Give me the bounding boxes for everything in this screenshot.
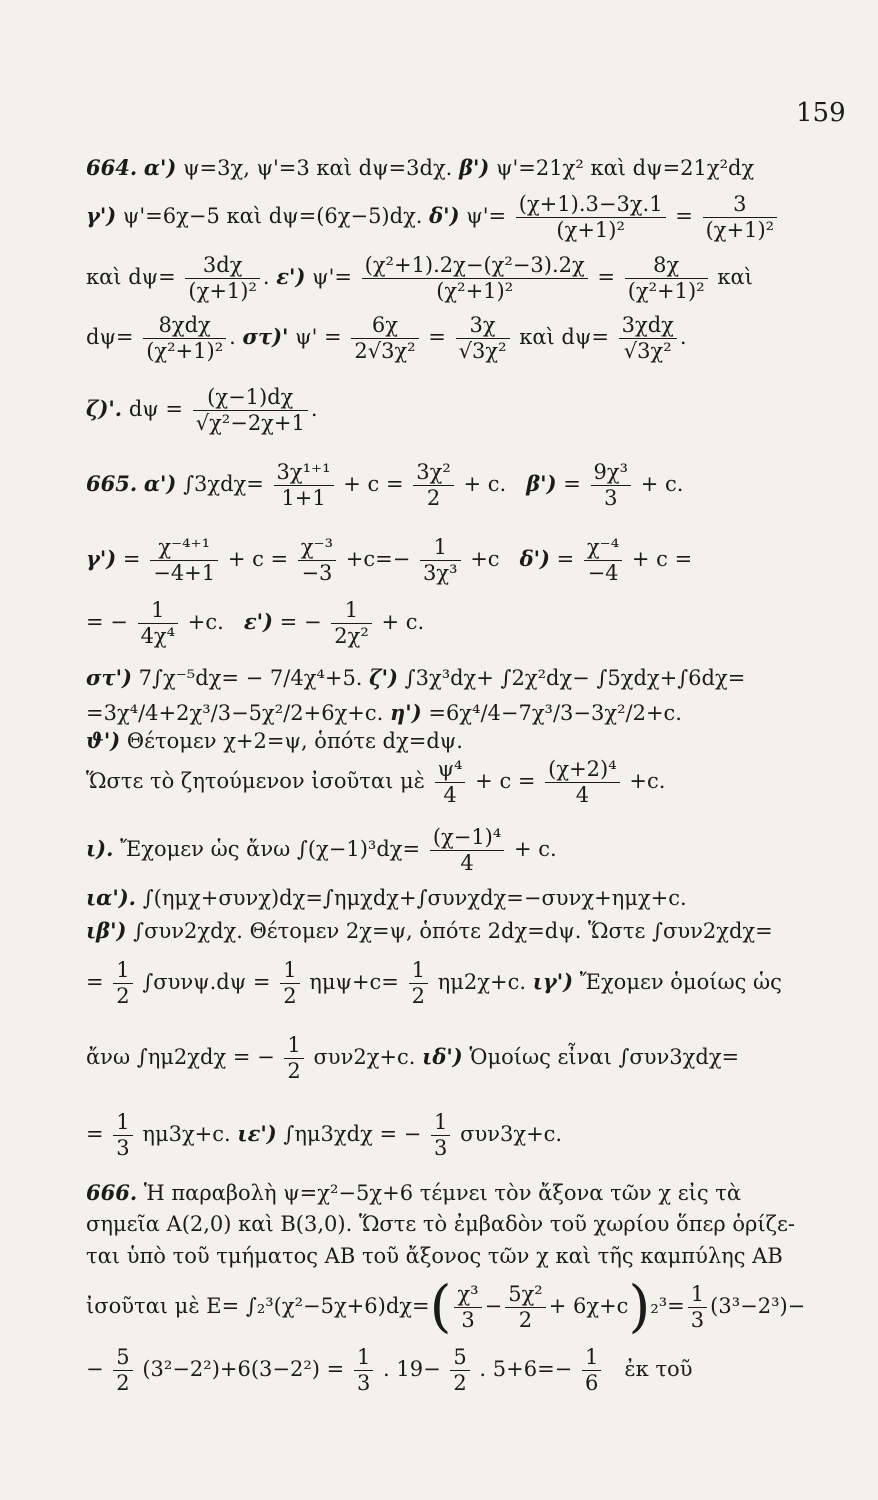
line-665-ia xyxy=(86,885,687,910)
numerator: 3χ xyxy=(456,313,510,339)
fraction xyxy=(545,757,620,808)
text: ∫(ημχ+συνχ)dχ=∫ημχdχ+∫συνχdχ=−συνχ+ημχ+c. xyxy=(142,886,687,910)
numerator: 1 xyxy=(331,598,372,624)
text: + c = xyxy=(227,547,289,572)
text: Θέτομεν χ+2=ψ, ὁπότε dχ=dψ. xyxy=(126,729,463,753)
denominator: −3 xyxy=(301,561,333,586)
text: (3²−2²)+6(3−2²) = xyxy=(142,1357,345,1382)
fraction xyxy=(450,1345,469,1396)
denominator: 2 xyxy=(518,1308,533,1333)
text: ἄνω ∫ημ2χdχ = − xyxy=(86,1045,275,1070)
equals: = xyxy=(675,204,693,229)
numerator: 8χ xyxy=(625,253,708,279)
numerator: (χ²+1).2χ−(χ²−3).2χ xyxy=(362,253,588,279)
text: ἰσοῦται μὲ Ε= ∫₂³(χ²−5χ+6)dχ= xyxy=(86,1294,430,1319)
numerator: 5χ² xyxy=(505,1282,546,1308)
radical-sign: 2√ xyxy=(354,339,382,364)
text: + 6χ+c xyxy=(548,1294,629,1319)
line-665-ie xyxy=(86,1110,562,1161)
numerator: (χ+2)⁴ xyxy=(545,757,620,783)
text: = − xyxy=(86,610,128,635)
fraction xyxy=(185,253,260,304)
line-664-st: dψ= $\frac{\text{8χdχ}}{\text{(χ²+1)²}}$ . στ)' ψ' = $\frac{6\chi}{\text{2√3χ²}}$ = $\frac{3\chi}{\text{√3χ²}}$ καὶ dψ= $\frac{\text{3χdχ}}{\text{√3χ²}}$ . xyxy=(86,313,687,364)
denominator: (χ+1)² xyxy=(556,218,625,243)
expr-664-a: ψ=3χ, ψ'=3 καὶ dψ=3dχ. xyxy=(183,156,453,180)
label-ib: ιβ') xyxy=(86,918,127,943)
denominator: 3 xyxy=(116,1136,130,1161)
fraction xyxy=(409,958,428,1009)
expr-664-d-lhs: ψ'= xyxy=(466,204,507,229)
text: ἐκ τοῦ xyxy=(624,1357,693,1382)
problem-666-number: 666. xyxy=(86,1180,138,1205)
problem-665-number: 665. xyxy=(86,471,138,497)
text: ∫συνψ.dψ = xyxy=(142,970,271,995)
numerator: 3χ¹⁺¹ xyxy=(274,460,334,486)
denominator: 4 xyxy=(460,851,474,876)
numerator: 1 xyxy=(113,958,132,984)
text: . 5+6=− xyxy=(479,1357,573,1382)
text: συν2χ+c. xyxy=(313,1045,416,1070)
equals: = xyxy=(597,265,616,290)
text: = xyxy=(86,970,104,995)
fraction xyxy=(351,313,418,364)
text: + c. xyxy=(381,610,425,635)
text: + c. xyxy=(514,837,557,862)
numerator: 3χ² xyxy=(413,460,454,486)
numerator: 5 xyxy=(113,1345,132,1371)
denominator: 2 xyxy=(411,984,425,1009)
text: . 19− xyxy=(383,1357,441,1382)
text: Ἡ παραβολὴ ψ=χ²−5χ+6 τέμνει τὸν ἄξονα τῶν χ εἰς τὰ xyxy=(143,1181,742,1205)
expr-664-b: ψ'=21χ² καὶ dψ=21χ²dχ xyxy=(496,156,755,180)
text: Ὁμοίως εἶναι ∫συν3χdχ= xyxy=(469,1045,740,1070)
denominator xyxy=(351,339,418,364)
line-664-g-d xyxy=(86,192,780,243)
text: καὶ dψ= xyxy=(519,325,609,350)
fraction xyxy=(413,460,454,511)
fraction xyxy=(362,253,588,304)
denominator: 2 xyxy=(287,1059,301,1084)
text: = xyxy=(86,1122,104,1147)
fraction xyxy=(143,313,226,364)
text: 7∫χ⁻⁵dχ= − 7/4χ⁴+5. xyxy=(138,666,363,690)
text: = xyxy=(667,1294,685,1319)
line-666-3 xyxy=(86,1244,783,1268)
numerator: 1 xyxy=(582,1345,601,1371)
fraction xyxy=(619,313,677,364)
denominator: 4 xyxy=(575,783,590,808)
label-zeta: ζ)'. xyxy=(86,396,123,422)
text: ημ3χ+c. xyxy=(142,1122,231,1147)
fraction xyxy=(331,598,372,649)
numerator: 1 xyxy=(113,1110,132,1136)
numerator: 6χ xyxy=(351,313,418,339)
fraction xyxy=(284,1033,303,1084)
fraction xyxy=(150,535,218,586)
label-beta: β') xyxy=(526,471,557,497)
radical-sign: √ xyxy=(195,411,210,436)
line-666-2 xyxy=(86,1212,795,1236)
text: Ἔχομεν ὁμοίως ὡς xyxy=(579,970,782,995)
right-paren: ) xyxy=(628,1274,651,1340)
numerator: 3 xyxy=(703,192,778,218)
text: + c = xyxy=(343,472,404,497)
text: ψ'= xyxy=(312,265,352,290)
fraction xyxy=(274,460,334,511)
numerator: χ⁻⁴⁺¹ xyxy=(150,535,218,561)
denominator: 3 xyxy=(604,486,618,511)
line-666-4 xyxy=(86,1274,806,1340)
text: ∫συν2χdχ. Θέτομεν 2χ=ψ, ὁπότε 2dχ=dψ. Ὥστε ∫συν2χdχ= xyxy=(133,919,773,943)
denominator: 2 xyxy=(283,984,297,1009)
text: dψ = xyxy=(128,397,183,422)
label-ig: ιγ') xyxy=(532,969,574,995)
numerator: 1 xyxy=(431,1110,450,1136)
numerator: 3χdχ xyxy=(619,313,677,339)
line-665-ig xyxy=(86,958,782,1009)
fraction xyxy=(591,460,632,511)
text: ∫3χ³dχ+ ∫2χ²dχ− ∫5χdχ+∫6dχ= xyxy=(404,666,746,690)
text: ημψ+c= xyxy=(309,970,399,995)
text: σημεῖα Α(2,0) καὶ Β(3,0). Ὥστε τὸ ἐμβαδὸν τοῦ χωρίου ὅπερ ὁρίζε- xyxy=(86,1212,795,1236)
fraction xyxy=(584,535,622,586)
fraction xyxy=(420,535,461,586)
denominator: 2 xyxy=(116,1371,130,1396)
label-delta: δ') xyxy=(519,546,550,572)
denominator: 3 xyxy=(461,1308,475,1333)
fraction xyxy=(430,825,505,876)
fraction xyxy=(456,313,510,364)
line-665-g-d xyxy=(86,535,692,586)
fraction xyxy=(516,192,666,243)
fraction xyxy=(298,535,336,586)
fraction xyxy=(625,253,708,304)
denominator: (χ²+1)² xyxy=(146,339,224,364)
line-665-eta xyxy=(86,700,682,725)
denominator: (χ+1)² xyxy=(705,218,775,243)
text: ψ' = xyxy=(295,325,342,350)
numerator: 3dχ xyxy=(185,253,260,279)
text: καὶ dψ= xyxy=(86,265,176,290)
denominator: −4 xyxy=(587,561,619,586)
fraction xyxy=(113,1110,132,1161)
label-gamma: γ') xyxy=(86,546,117,572)
denominator: 3 xyxy=(690,1308,705,1333)
numerator: 8χdχ xyxy=(143,313,226,339)
line-665-a-b xyxy=(86,460,683,511)
numerator: 9χ³ xyxy=(591,460,632,486)
numerator: 1 xyxy=(280,958,299,984)
denominator: 3χ³ xyxy=(423,561,458,586)
line-664-z: ζ)'. dψ = $\frac{(\chi-1)d\chi}{\text{√χ²−2χ+1}}$ . xyxy=(86,385,318,436)
line-665-id xyxy=(86,1033,739,1084)
text: =3χ⁴/4+2χ³/3−5χ²/2+6χ+c. xyxy=(86,701,384,725)
left-paren: ( xyxy=(429,1274,452,1340)
label-ie: ιε') xyxy=(237,1121,277,1147)
text: Ὥστε τὸ ζητούμενον ἰσοῦται μὲ xyxy=(86,769,425,794)
text: = xyxy=(563,472,581,497)
fraction xyxy=(454,1282,481,1333)
label-delta: δ') xyxy=(429,203,460,229)
text: ∫3χdχ= xyxy=(183,472,264,497)
fraction xyxy=(703,192,778,243)
denominator xyxy=(456,339,510,364)
fraction xyxy=(505,1282,546,1333)
text: = xyxy=(556,547,575,572)
numerator: χ⁻³ xyxy=(298,535,336,561)
label-ia: ια'). xyxy=(86,885,136,910)
expr-664-g: ψ'=6χ−5 καὶ dψ=(6χ−5)dχ. xyxy=(122,204,423,229)
fraction xyxy=(193,385,308,436)
text: + c. xyxy=(640,472,684,497)
text: +c. xyxy=(629,769,666,794)
label-iota: ι). xyxy=(86,836,114,862)
fraction xyxy=(280,958,299,1009)
radical-sign: √ xyxy=(623,339,638,364)
label-stigma: στ') xyxy=(86,665,132,690)
label-id: ιδ') xyxy=(422,1044,463,1070)
fraction xyxy=(354,1345,373,1396)
line-666-5 xyxy=(86,1345,692,1396)
text: +c xyxy=(470,547,500,572)
radicand: χ²−2χ+1 xyxy=(209,411,305,436)
line-664-e: καὶ dψ= $\frac{3d\chi}{\text{(χ+1)²}}$ . ε') ψ'= $\frac{\text{(χ²+1).2χ−(χ²−3).2χ}}{\text{(χ²+1)²}}$ = $\frac{8\chi}{\text{(χ²+1)²}}$ καὶ xyxy=(86,253,753,304)
numerator: 1 xyxy=(420,535,461,561)
limits: ₂³ xyxy=(650,1294,668,1319)
denominator: (χ²+1)² xyxy=(627,279,705,304)
numerator: 5 xyxy=(450,1345,469,1371)
radicand: 3χ² xyxy=(381,339,416,364)
line-665-st-z xyxy=(86,665,745,690)
text: ∫ημ3χdχ = − xyxy=(283,1122,422,1147)
numerator: 1 xyxy=(138,598,179,624)
text: (3³−2³)− xyxy=(710,1294,806,1319)
problem-664-number: 664. xyxy=(86,155,138,180)
label-epsilon: ε') xyxy=(276,264,306,290)
text: συν3χ+c. xyxy=(460,1122,563,1147)
label-alpha: α') xyxy=(143,155,177,180)
fraction xyxy=(431,1110,450,1161)
text: − xyxy=(86,1357,104,1382)
numerator: 1 xyxy=(354,1345,373,1371)
label-zeta: ζ') xyxy=(369,665,398,690)
text: ημ2χ+c. xyxy=(437,970,527,995)
text: dψ= xyxy=(86,325,134,350)
numerator: (χ−1)⁴ xyxy=(430,825,505,851)
denominator: 4 xyxy=(443,783,457,808)
line-666-1 xyxy=(86,1180,741,1205)
numerator: (χ−1)dχ xyxy=(193,385,308,411)
radical-sign: √ xyxy=(458,339,472,364)
label-gamma: γ') xyxy=(86,203,117,229)
label-alpha: α') xyxy=(143,471,177,497)
page-number: 159 xyxy=(796,98,846,128)
text: Ἔχομεν ὡς ἄνω ∫(χ−1)³dχ= xyxy=(120,837,421,862)
text: + c = xyxy=(631,547,693,572)
text: = xyxy=(122,547,141,572)
numerator: χ⁻⁴ xyxy=(584,535,622,561)
numerator: ψ⁴ xyxy=(435,757,466,783)
line-665-ib xyxy=(86,918,773,943)
numerator: 1 xyxy=(688,1282,707,1308)
fraction xyxy=(435,757,466,808)
denominator: (χ²+1)² xyxy=(436,279,514,304)
text: +c=− xyxy=(345,547,411,572)
denominator: 2 xyxy=(116,984,130,1009)
fraction xyxy=(113,1345,132,1396)
text: +c. xyxy=(187,610,224,635)
fraction xyxy=(688,1282,707,1333)
text: καὶ xyxy=(717,265,753,290)
denominator: 3 xyxy=(356,1371,371,1396)
numerator: 1 xyxy=(284,1033,303,1059)
radicand: 3χ² xyxy=(471,339,507,364)
text: + c. xyxy=(463,472,507,497)
fraction xyxy=(582,1345,601,1396)
denominator: 2χ² xyxy=(334,624,369,649)
text: + c = xyxy=(475,769,536,794)
text: ται ὑπὸ τοῦ τμήματος ΑΒ τοῦ ἄξονος τῶν χ καὶ τῆς καμπύλης ΑΒ xyxy=(86,1244,783,1268)
fraction xyxy=(113,958,132,1009)
numerator: 1 xyxy=(409,958,428,984)
denominator: 2 xyxy=(426,486,441,511)
denominator: 2 xyxy=(453,1371,467,1396)
fraction xyxy=(138,598,179,649)
text: − xyxy=(484,1294,503,1319)
label-epsilon: ε') xyxy=(243,609,273,635)
denominator: (χ+1)² xyxy=(188,279,257,304)
numerator: χ³ xyxy=(454,1282,481,1308)
text: =6χ⁴/4−7χ³/3−3χ²/2+c. xyxy=(428,701,682,725)
equals: = xyxy=(428,325,446,350)
label-stigma: στ)' xyxy=(242,324,289,350)
denominator: 6 xyxy=(584,1371,599,1396)
line-664-a-b xyxy=(86,155,754,180)
denominator: −4+1 xyxy=(153,561,216,586)
line-665-theta xyxy=(86,728,463,753)
denominator: 1+1 xyxy=(281,486,326,511)
denominator: 3 xyxy=(434,1136,448,1161)
denominator xyxy=(619,339,677,364)
label-eta: η') xyxy=(390,700,422,725)
numerator: (χ+1).3−3χ.1 xyxy=(516,192,666,218)
label-beta: β') xyxy=(459,155,490,180)
label-theta: ϑ') xyxy=(86,728,121,753)
denominator xyxy=(193,411,308,436)
radicand: 3χ² xyxy=(637,339,672,364)
line-665-result xyxy=(86,757,665,808)
denominator: 4χ⁴ xyxy=(140,624,176,649)
line-665-e xyxy=(86,598,424,649)
text: = − xyxy=(279,610,322,635)
line-665-iota xyxy=(86,825,557,876)
